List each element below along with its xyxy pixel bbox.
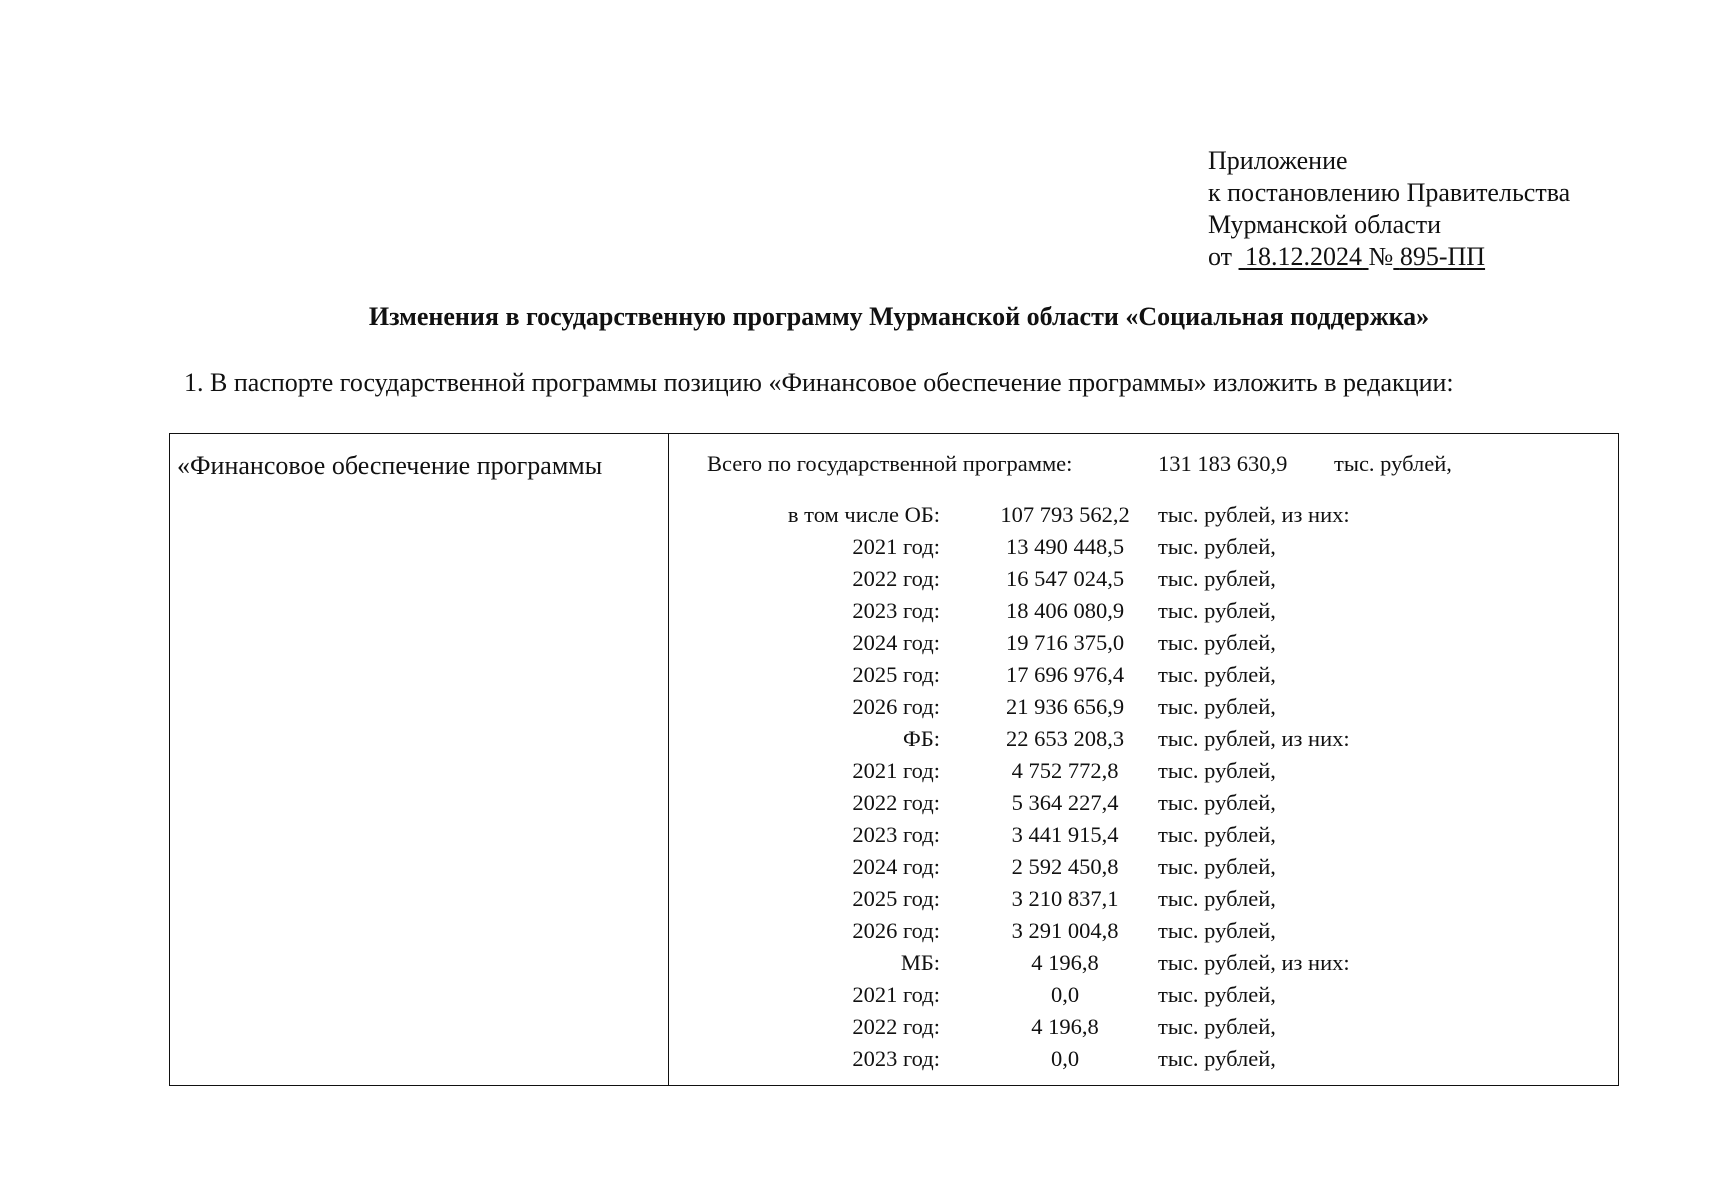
row-value: 18 406 080,9 [1005,598,1125,623]
row-label: 2025 год: [852,886,940,911]
total-unit: тыс. рублей, [1334,451,1452,476]
row-label: 2026 год: [852,918,940,943]
row-value: 4 196,8 [1031,950,1099,975]
financing-position-label: «Финансовое обеспечение программы [177,451,603,480]
financing-row [170,883,1618,915]
row-unit: тыс. рублей, [1158,566,1276,591]
financing-row [170,499,1618,531]
row-value: 3 441 915,4 [1011,822,1119,847]
row-value: 13 490 448,5 [1005,534,1125,559]
row-label: 2024 год: [852,854,940,879]
financing-row [170,691,1618,723]
row-unit: тыс. рублей, [1158,886,1276,911]
row-unit: тыс. рублей, [1158,822,1276,847]
row-label: МБ: [900,950,940,975]
row-value: 17 696 976,4 [1005,662,1125,687]
financing-row [170,1043,1618,1075]
number-sign: № [1368,242,1394,271]
row-value: 3 210 837,1 [1011,886,1119,911]
row-label: 2022 год: [852,566,940,591]
total-value: 131 183 630,9 [1158,451,1288,476]
row-label: 2023 год: [852,1046,940,1071]
financing-row [170,595,1618,627]
row-unit: тыс. рублей, [1158,982,1276,1007]
row-label: 2022 год: [852,790,940,815]
row-value: 0,0 [1050,1046,1080,1071]
row-value: 0,0 [1050,982,1080,1007]
row-unit: тыс. рублей, [1158,1014,1276,1039]
row-label: 2026 год: [852,694,940,719]
row-unit: тыс. рублей, из них: [1158,502,1350,527]
row-value: 107 793 562,2 [1000,502,1130,527]
row-value: 3 291 004,8 [1011,918,1119,943]
approval-line-3: Мурманской области [1208,210,1441,239]
row-unit: тыс. рублей, [1158,534,1276,559]
passport-table [169,433,1619,1086]
total-label: Всего по государственной программе: [707,451,1073,476]
amendment-item: 1. В паспорте государственной программы позицию «Финансовое обеспечение программы» изложить в редакции: [184,368,1454,397]
financing-row [170,531,1618,563]
approval-line-1: Приложение [1208,146,1348,175]
row-label: 2021 год: [852,758,940,783]
row-value: 2 592 450,8 [1011,854,1119,879]
financing-row [170,659,1618,691]
row-value: 4 752 772,8 [1011,758,1119,783]
row-unit: тыс. рублей, [1158,790,1276,815]
row-unit: тыс. рублей, [1158,854,1276,879]
row-value: 21 936 656,9 [1005,694,1125,719]
row-unit: тыс. рублей, из них: [1158,950,1350,975]
row-value: 19 716 375,0 [1005,630,1125,655]
row-label: 2021 год: [852,534,940,559]
financing-row [170,1011,1618,1043]
document-title: Изменения в государственную программу Мурманской области «Социальная поддержка» [368,302,1430,331]
resolution-date: 18.12.2024 [1245,242,1363,271]
row-value: 16 547 024,5 [1005,566,1125,591]
financing-rows [170,499,1618,1075]
financing-row [170,819,1618,851]
financing-row [170,947,1618,979]
row-unit: тыс. рублей, [1158,694,1276,719]
resolution-number: 895-ПП [1399,242,1486,271]
row-value: 5 364 227,4 [1011,790,1119,815]
approval-date-line [1208,241,1570,273]
row-label: в том числе ОБ: [787,502,940,527]
financing-row [170,755,1618,787]
row-label: 2025 год: [852,662,940,687]
date-prefix: от [1208,242,1233,271]
row-label: ФБ: [903,726,940,751]
financing-row [170,851,1618,883]
financing-row [170,723,1618,755]
row-label: 2023 год: [852,598,940,623]
row-unit: тыс. рублей, из них: [1158,726,1350,751]
row-label: 2024 год: [852,630,940,655]
row-unit: тыс. рублей, [1158,758,1276,783]
row-label: 2022 год: [852,1014,940,1039]
row-unit: тыс. рублей, [1158,662,1276,687]
approval-line-2: к постановлению Правительства [1208,178,1571,207]
financing-row [170,563,1618,595]
financing-row [170,787,1618,819]
financing-row [170,979,1618,1011]
row-value: 22 653 208,3 [1005,726,1125,751]
approval-block [1208,145,1570,273]
row-value: 4 196,8 [1031,1014,1099,1039]
row-label: 2023 год: [852,822,940,847]
row-unit: тыс. рублей, [1158,630,1276,655]
row-unit: тыс. рублей, [1158,1046,1276,1071]
financing-row [170,627,1618,659]
row-unit: тыс. рублей, [1158,598,1276,623]
row-unit: тыс. рублей, [1158,918,1276,943]
financing-row [170,915,1618,947]
row-label: 2021 год: [852,982,940,1007]
